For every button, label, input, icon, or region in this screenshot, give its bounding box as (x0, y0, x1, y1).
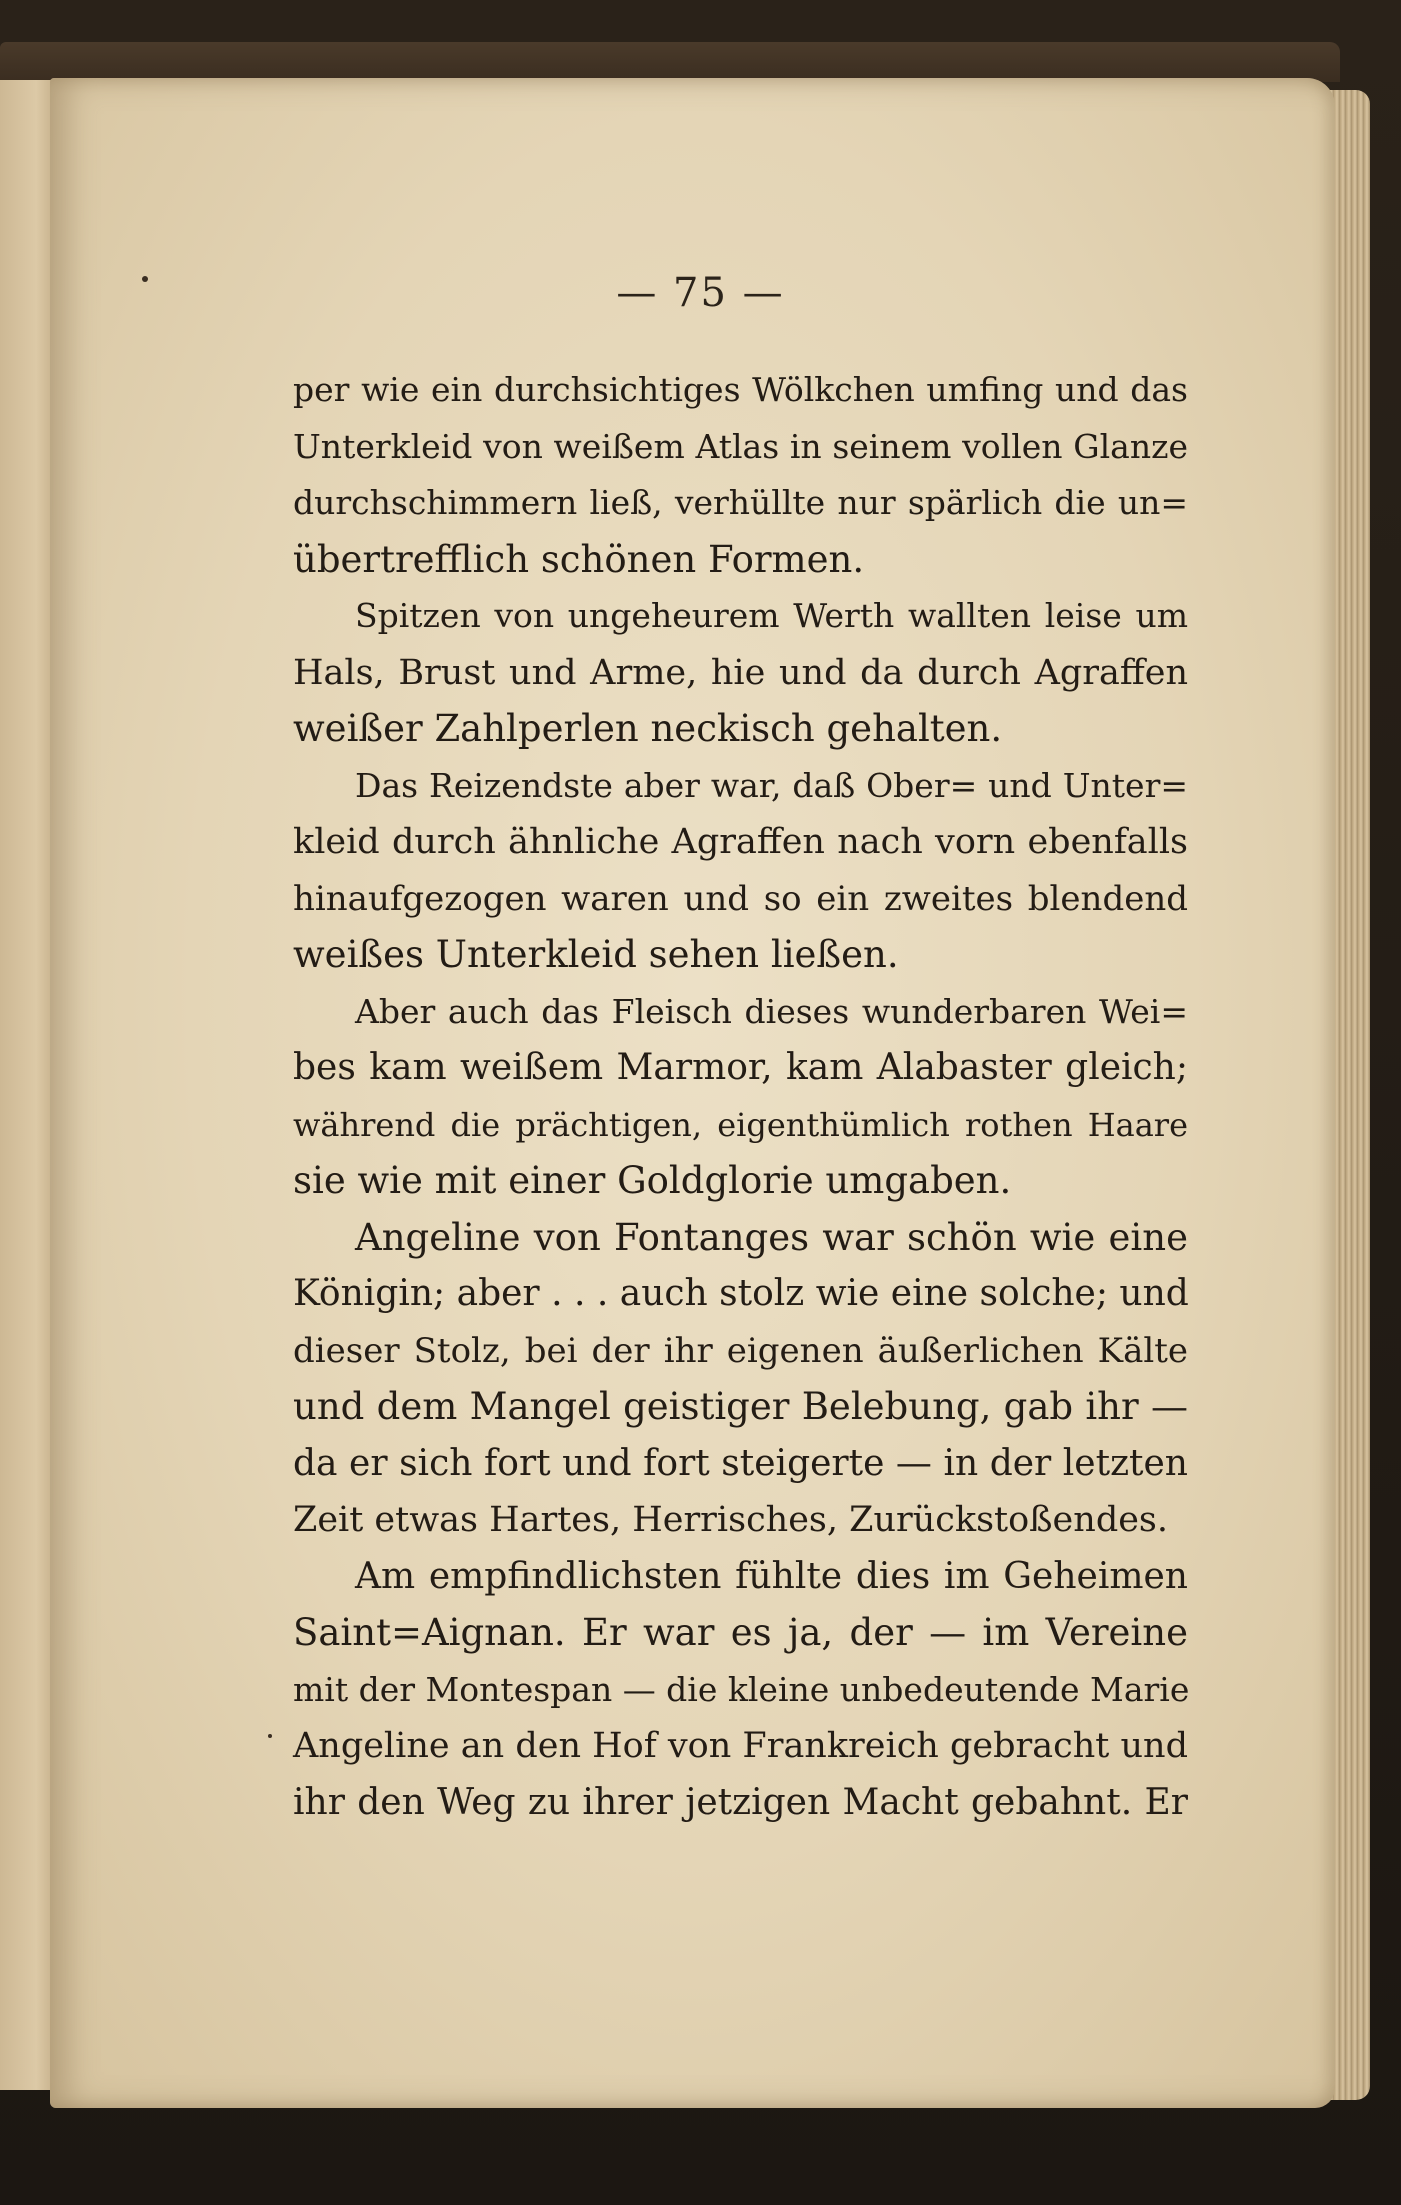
text-line: mit der Montespan — die kleine unbedeutende Marie (293, 1669, 1190, 1709)
book-cover-edge (0, 42, 1340, 82)
text-line: kleid durch ähnliche Agraffen nach vorn ebenfalls (293, 822, 1188, 862)
text-line: Unterkleid von weißem Atlas in seinem vollen Glanze (293, 426, 1188, 466)
text-line: bes kam weißem Marmor, kam Alabaster gleich; (293, 1047, 1188, 1088)
text-line: hinaufgezogen waren und so ein zweites blendend (293, 878, 1188, 919)
ink-speck (268, 1734, 272, 1738)
text-line: per wie ein durchsichtiges Wölkchen umfing und das (293, 370, 1188, 409)
text-line: Am empfindlichsten fühlte dies im Geheimen (355, 1555, 1188, 1597)
text-line: durchschimmern ließ, verhüllte nur spärlich die un= (293, 483, 1188, 522)
text-line: weißer Zahlperlen neckisch gehalten. (293, 707, 1003, 750)
page-number: — 75 — (616, 270, 785, 316)
text-line: Angeline von Fontanges war schön wie eine (355, 1215, 1188, 1259)
text-line: Zeit etwas Hartes, Herrisches, Zurückstoßendes. (293, 1500, 1169, 1540)
text-line: ihr den Weg zu ihrer jetzigen Macht gebahnt. Er (293, 1781, 1188, 1823)
body-text (293, 362, 1188, 1831)
text-line: Aber auch das Fleisch dieses wunderbaren Wei= (355, 991, 1188, 1031)
text-line: Angeline an den Hof von Frankreich gebracht und (293, 1726, 1188, 1766)
text-line: übertrefflich schönen Formen. (293, 537, 865, 581)
text-line: weißes Unterkleid sehen ließen. (293, 933, 899, 976)
text-line: da er sich fort und fort steigerte — in der letzten (293, 1442, 1188, 1484)
text-line: Königin; aber . . . auch stolz wie eine solche; und (293, 1273, 1189, 1314)
text-line: Saint=Aignan. Er war es ja, der — im Vereine (293, 1611, 1188, 1654)
text-line: dieser Stolz, bei der ihr eigenen äußerlichen Kälte (293, 1330, 1188, 1371)
text-line: und dem Mangel geistiger Belebung, gab ihr — (293, 1385, 1188, 1428)
text-line: Spitzen von ungeheurem Werth wallten leise um (355, 596, 1188, 635)
text-line: Hals, Brust und Arme, hie und da durch Agraffen (293, 652, 1188, 693)
text-line: während die prächtigen, eigenthümlich rothen Haare (293, 1105, 1188, 1144)
text-line: sie wie mit einer Goldglorie umgaben. (293, 1159, 1012, 1202)
text-line: Das Reizendste aber war, daß Ober= und Unter= (355, 765, 1188, 805)
